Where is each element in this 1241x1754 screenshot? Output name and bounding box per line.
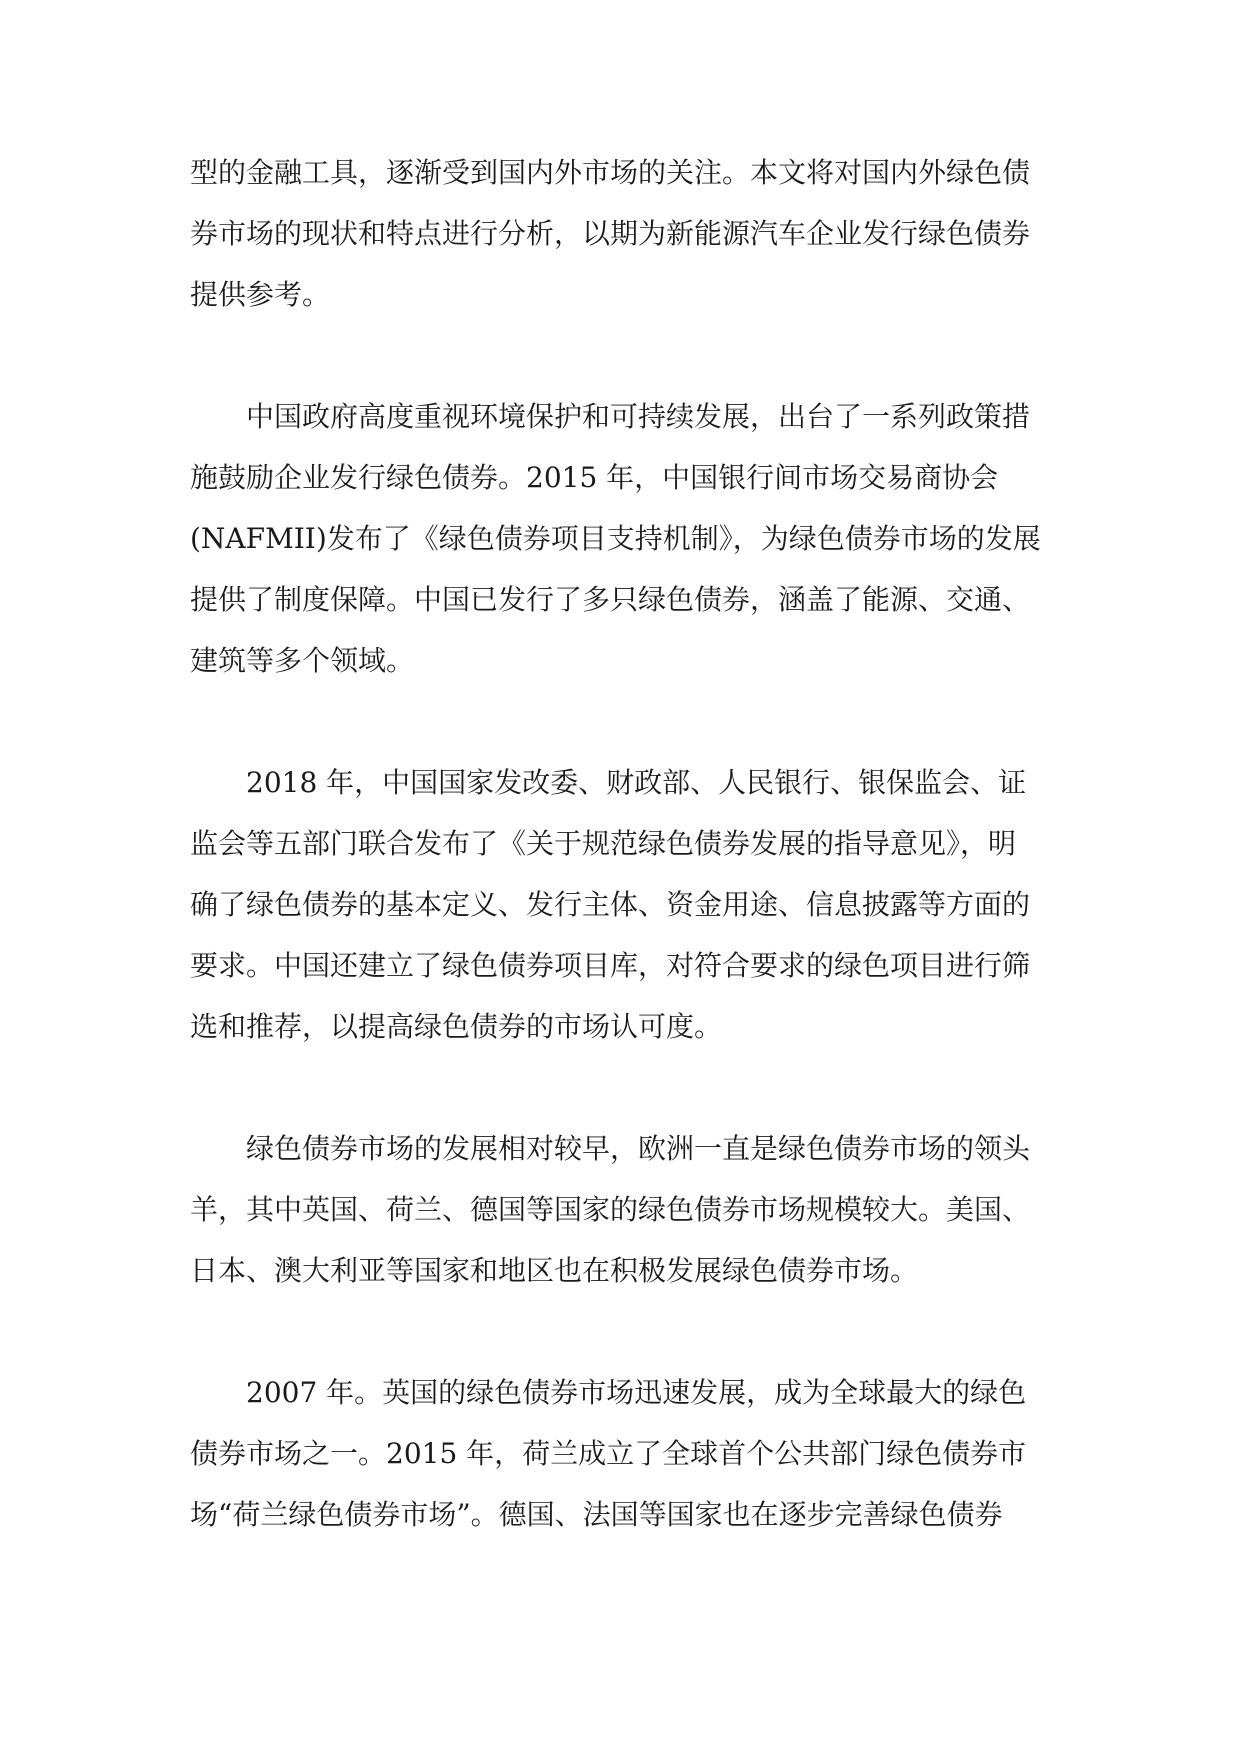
text-line: 施鼓励企业发行绿色债券。2015 年，中国银行间市场交易商协会 <box>190 461 999 494</box>
text-line: 型的金融工具，逐渐受到国内外市场的关注。本文将对国内外绿色债 <box>190 156 1031 189</box>
text-line: 绿色债券市场的发展相对较早，欧洲一直是绿色债券市场的领头 <box>190 1132 1031 1165</box>
text-line: 确了绿色债券的基本定义、发行主体、资金用途、信息披露等方面的 <box>190 888 1031 921</box>
text-line: 场“荷兰绿色债券市场”。德国、法国等国家也在逐步完善绿色债券 <box>190 1498 1003 1531</box>
text-line: 中国政府高度重视环境保护和可持续发展，出台了一系列政策措 <box>190 400 1031 433</box>
text-line: 建筑等多个领域。 <box>190 644 415 677</box>
text-line: 要求。中国还建立了绿色债券项目库，对符合要求的绿色项目进行筛 <box>190 949 1031 982</box>
paragraph-2 <box>190 386 1060 691</box>
text-line: 2007 年。英国的绿色债券市场迅速发展，成为全球最大的绿色 <box>190 1376 1027 1409</box>
text-line: 债券市场之一。2015 年，荷兰成立了全球首个公共部门绿色债券市 <box>190 1437 1027 1470</box>
paragraph-gap <box>190 1057 1060 1118</box>
paragraph-gap <box>190 325 1060 386</box>
text-line: 选和推荐，以提高绿色债券的市场认可度。 <box>190 1010 723 1043</box>
text-line: 提供参考。 <box>190 278 331 311</box>
text-line: 2018 年，中国国家发改委、财政部、人民银行、银保监会、证 <box>190 766 1027 799</box>
text-line: 羊，其中英国、荷兰、德国等国家的绿色债券市场规模较大。美国、 <box>190 1193 1031 1226</box>
document-body <box>190 142 1060 1545</box>
text-line: 日本、澳大利亚等国家和地区也在积极发展绿色债券市场。 <box>190 1254 919 1287</box>
paragraph-3 <box>190 752 1060 1057</box>
text-line: (NAFMII)发布了《绿色债券项目支持机制》，为绿色债券市场的发展 <box>190 522 1041 555</box>
text-line: 监会等五部门联合发布了《关于规范绿色债券发展的指导意见》，明 <box>190 827 1017 860</box>
paragraph-5 <box>190 1362 1060 1545</box>
text-line: 提供了制度保障。中国已发行了多只绿色债券，涵盖了能源、交通、 <box>190 583 1031 616</box>
paragraph-gap <box>190 691 1060 752</box>
paragraph-gap <box>190 1301 1060 1362</box>
paragraph-1 <box>190 142 1060 325</box>
paragraph-4 <box>190 1118 1060 1301</box>
text-line: 券市场的现状和特点进行分析，以期为新能源汽车企业发行绿色债券 <box>190 217 1031 250</box>
